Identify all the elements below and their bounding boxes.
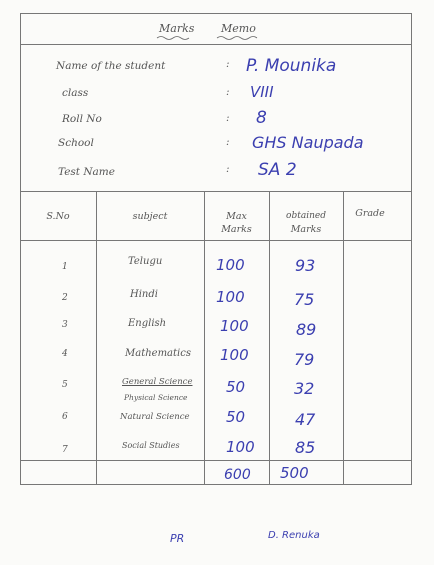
row-max: 50 bbox=[226, 408, 246, 426]
field-value-roll: 8 bbox=[256, 108, 267, 128]
row-sno: 3 bbox=[62, 320, 68, 330]
left-border bbox=[20, 13, 21, 485]
field-label-name: Name of the student bbox=[56, 60, 166, 72]
signature-right: D. Renuka bbox=[268, 530, 320, 541]
header-sno: S.No bbox=[46, 211, 70, 222]
memo-title-left: Marks bbox=[159, 22, 195, 35]
row-sno: 4 bbox=[62, 349, 68, 359]
table-bottom-border bbox=[20, 484, 412, 485]
row-sno: 5 bbox=[62, 380, 68, 390]
col-divider-1 bbox=[96, 191, 97, 484]
row-subject: Hindi bbox=[130, 289, 158, 300]
field-colon: : bbox=[226, 112, 230, 124]
row-obtained: 47 bbox=[295, 410, 316, 429]
field-label-class: class bbox=[62, 87, 89, 99]
row-sno: 1 bbox=[62, 262, 68, 272]
header-subject: subject bbox=[132, 211, 168, 222]
row-max: 100 bbox=[220, 346, 249, 364]
row-subject: Mathematics bbox=[125, 348, 191, 359]
header-bottom-border bbox=[20, 44, 412, 45]
row-max: 50 bbox=[226, 378, 246, 396]
row-obtained: 32 bbox=[294, 379, 315, 398]
field-colon: : bbox=[226, 136, 230, 148]
title-underline bbox=[155, 34, 265, 42]
row-obtained: 85 bbox=[295, 438, 316, 457]
header-obtained-marks: Marks bbox=[290, 224, 322, 235]
row-max: 100 bbox=[220, 317, 249, 335]
row-sno: 7 bbox=[62, 445, 68, 455]
header-max: Max bbox=[226, 211, 247, 222]
field-colon: : bbox=[226, 163, 230, 175]
field-label-roll: Roll No bbox=[62, 113, 102, 125]
table-top-border bbox=[20, 191, 412, 192]
row-subject: Natural Science bbox=[120, 412, 190, 422]
memo-title-right: Memo bbox=[221, 22, 256, 35]
right-border bbox=[411, 13, 412, 485]
row-max: 100 bbox=[226, 438, 255, 456]
field-value-school: GHS Naupada bbox=[252, 133, 364, 152]
field-colon: : bbox=[226, 86, 230, 98]
col-divider-4 bbox=[343, 191, 344, 484]
field-colon: : bbox=[226, 58, 230, 70]
row-subject-sub: Physical Science bbox=[124, 393, 188, 402]
header-grade: Grade bbox=[355, 208, 385, 219]
header-top-border bbox=[20, 13, 412, 14]
row-sno: 6 bbox=[62, 412, 68, 422]
field-label-test: Test Name bbox=[58, 166, 115, 178]
row-subject: Telugu bbox=[128, 256, 163, 267]
row-subject: General Science bbox=[122, 377, 193, 387]
field-label-school: School bbox=[58, 137, 94, 149]
signature-left: PR bbox=[170, 532, 185, 545]
row-obtained: 75 bbox=[294, 290, 315, 309]
field-value-name: P. Mounika bbox=[246, 56, 337, 76]
field-value-test: SA 2 bbox=[258, 160, 297, 180]
table-total-border bbox=[20, 460, 412, 461]
row-subject: Social Studies bbox=[122, 441, 180, 450]
field-value-class: VIII bbox=[250, 83, 274, 101]
row-obtained: 93 bbox=[295, 256, 316, 275]
row-max: 100 bbox=[216, 288, 245, 306]
row-subject: English bbox=[128, 318, 167, 329]
row-max: 100 bbox=[216, 256, 245, 274]
row-sno: 2 bbox=[62, 293, 68, 303]
table-header-border bbox=[20, 240, 412, 241]
total-obtained: 500 bbox=[280, 464, 309, 482]
row-obtained: 79 bbox=[294, 350, 315, 369]
header-max-marks: Marks bbox=[221, 224, 252, 235]
row-obtained: 89 bbox=[296, 320, 317, 339]
total-max: 600 bbox=[224, 467, 251, 483]
header-obtained: obtained bbox=[286, 211, 326, 221]
